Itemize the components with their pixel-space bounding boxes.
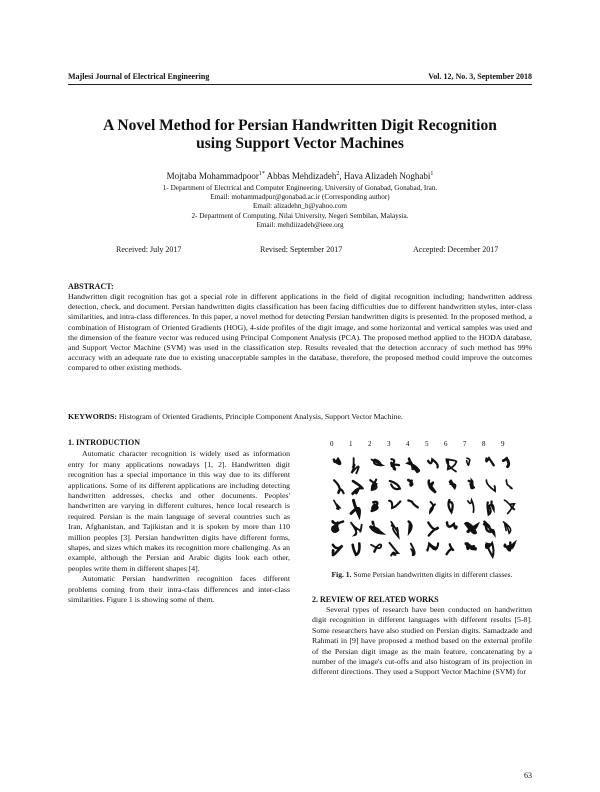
digit-column-label: 7 — [463, 440, 467, 448]
digit-column-label: 3 — [387, 440, 391, 448]
intro-paragraph-2: Automatic Persian handwritten recognition faces different problems coming from their intra-class differences and inter-class similarities. Figure 1 is showing some of them. — [68, 574, 290, 605]
journal-name: Majlesi Journal of Electrical Engineering — [68, 72, 210, 81]
author-1-sup: 1* — [258, 171, 265, 177]
section-heading-related-works: 2. REVIEW OF RELATED WORKS — [312, 595, 439, 604]
digit-column-label: 4 — [406, 440, 410, 448]
related-paragraph-1: Several types of research have been conducted on handwritten digit recognition in different languages with different results [5-8]. Some researchers have also studied on Persian digits. Samadzade and Rahmati in [9] have proposed a method based on the external profile of the Persian digit image as the main feature, concatenating by a number of the image's cut-offs and also histogram of its projection in different directions. They used a Support Vector Machine (SVM) for — [312, 605, 532, 677]
handwritten-sample — [503, 458, 508, 466]
keywords-text: Histogram of Oriented Gradients, Principle Component Analysis, Support Vector Machine. — [116, 412, 403, 421]
handwritten-sample — [409, 522, 412, 532]
handwritten-sample — [352, 458, 359, 473]
abstract-text: Handwritten digit recognition has got a special role in different applications in the field of digital recognition including; handwritten address detection, check, and document. Persian handwritten digits classification has been facing difficulties due to different handwritten styles, inter-class similarities, and intra-class differences. In this paper, a novel method for detecting Persian handwritten digits is presented. In the proposed method, a combination of Histogram of Oriented Gradients (HOG), 4-side profiles of the digit image, and some horizontal and vertical samples was used and the dimension of the feature vector was reduced using Principal Component Analysis (PCA). The proposed method applied to the HODA database, and Support Vector Machine (SVM) was used in the classification step. Results revealed that the detection accuracy of such method has 99% accuracy with an adequate rate due to existing unacceptable samples in the database, therefore, the proposed method could improve the outcomes compared to other existing methods. — [68, 292, 532, 373]
handwritten-sample — [486, 480, 495, 491]
digit-column-label: 6 — [444, 440, 448, 448]
keywords-label: KEYWORDS: — [68, 412, 117, 421]
handwritten-digits-grid — [312, 436, 532, 566]
digit-column-label: 0 — [330, 440, 334, 448]
handwritten-sample — [351, 523, 362, 535]
abstract-heading: ABSTRACT: — [68, 282, 114, 291]
handwritten-sample — [468, 500, 474, 512]
handwritten-sample — [450, 480, 456, 488]
handwritten-sample — [505, 500, 515, 513]
handwritten-sample — [389, 501, 400, 508]
figure-1-caption — [312, 570, 532, 579]
handwritten-sample — [430, 502, 435, 512]
handwritten-sample — [352, 481, 363, 494]
digit-column-label: 1 — [349, 440, 353, 448]
right-column — [312, 436, 532, 678]
intro-paragraph-1: Automatic character recognition is widely used as information entry for many applications nowadays [1, 2]. Handwritten digit recognition has a special importance in this way due to its different applications. Some of its different applications are including detecting handwritten addresses, checks and other documents. Peoples' handwritten are varying in different cultures, hence local research is required. Persian is the main language of several countries such as Iran, Afghanistan, and Tajikistan and it is spoken by more than 110 million peoples [3]. Persian handwritten digits have different forms, shapes, and sizes which makes its recognition more challenging. As an example, although the Persian and Arabic digits look each other, peoples write them in different shapes [4]. — [68, 449, 290, 573]
handwritten-sample — [334, 459, 340, 464]
handwritten-sample — [391, 459, 399, 469]
author-3-sup: 1 — [430, 171, 434, 177]
handwritten-sample — [484, 522, 494, 534]
handwritten-sample — [447, 522, 456, 528]
affiliation-line: Email: mehdiizadeh@ieee.org — [256, 220, 344, 229]
author-2-sup: 2 — [336, 171, 340, 177]
handwritten-sample — [506, 480, 512, 489]
handwritten-sample — [428, 459, 438, 467]
affiliation-line: Email: mohammadpur@gonabad.ac.ir (Corresponding author) — [210, 193, 390, 202]
handwritten-sample — [390, 543, 398, 556]
handwritten-sample — [333, 545, 343, 555]
handwritten-sample — [487, 501, 493, 514]
affiliation-line: 1- Department of Electrical and Computer Engineering, University of Gonabad, Gonabad, Iran. — [162, 184, 438, 192]
dates-row — [68, 245, 532, 255]
handwritten-sample — [353, 544, 360, 555]
author-1: Mojtaba Mohammadpoor — [166, 171, 259, 181]
author-3: , Hava Alizadeh Noghabi — [339, 171, 431, 181]
header-rule — [68, 84, 532, 85]
handwritten-sample — [465, 523, 477, 533]
digit-column-label: 8 — [482, 440, 486, 448]
title-line-2: using Support Vector Machines — [196, 135, 404, 152]
revised-date: Revised: September 2017 — [260, 245, 343, 254]
digit-column-label: 9 — [501, 440, 505, 448]
handwritten-sample — [334, 500, 340, 509]
affiliations — [60, 184, 540, 230]
volume-info: Vol. 12, No. 3, September 2018 — [428, 72, 532, 81]
left-column — [68, 438, 290, 606]
handwritten-sample — [466, 542, 477, 549]
affiliation-line: Email: alizadehn_h@yahoo.com — [252, 202, 348, 211]
handwritten-sample — [371, 544, 381, 552]
handwritten-sample — [334, 480, 343, 493]
page-number: 63 — [524, 771, 532, 780]
figure-caption-label: Fig. 1. — [331, 570, 352, 579]
handwritten-sample-dot — [331, 525, 339, 533]
handwritten-sample — [391, 522, 398, 537]
handwritten-sample — [486, 543, 494, 557]
handwritten-sample — [467, 458, 470, 465]
handwritten-sample — [446, 459, 456, 471]
handwritten-sample — [370, 480, 376, 490]
handwritten-sample — [428, 523, 438, 536]
accepted-date: Accepted: December 2017 — [413, 245, 499, 254]
paper-title — [60, 117, 540, 153]
handwritten-sample — [469, 481, 474, 488]
handwritten-sample — [408, 459, 418, 472]
author-list — [60, 171, 540, 181]
handwritten-sample — [505, 542, 515, 550]
handwritten-sample — [351, 500, 359, 515]
handwritten-sample — [448, 500, 452, 512]
handwritten-sample — [411, 544, 415, 556]
digit-column-label: 2 — [368, 440, 372, 448]
title-line-1: A Novel Method for Persian Handwritten Digit Recognition — [103, 117, 497, 134]
handwritten-sample — [486, 458, 494, 465]
received-date: Received: July 2017 — [116, 245, 182, 254]
handwritten-sample — [427, 543, 438, 551]
handwritten-sample — [372, 459, 382, 465]
handwritten-sample — [390, 481, 400, 489]
affiliation-line: 2- Department of Computing, Nilai University, Negeri Sembilan, Malaysia. — [191, 211, 409, 220]
section-heading-introduction: 1. INTRODUCTION — [68, 438, 141, 447]
handwritten-sample — [503, 522, 510, 533]
handwritten-sample — [370, 522, 382, 533]
figure-1 — [312, 436, 532, 566]
handwritten-sample — [408, 480, 412, 485]
keywords — [68, 412, 532, 421]
figure-caption-text: Some Persian handwritten digits in different classes. — [351, 570, 513, 579]
handwritten-sample — [447, 544, 454, 554]
handwritten-sample — [429, 481, 436, 493]
handwritten-sample — [372, 502, 378, 511]
author-2: Abbas Mehdizadeh — [264, 171, 337, 181]
handwritten-sample — [408, 500, 417, 507]
digit-column-label: 5 — [425, 440, 429, 448]
